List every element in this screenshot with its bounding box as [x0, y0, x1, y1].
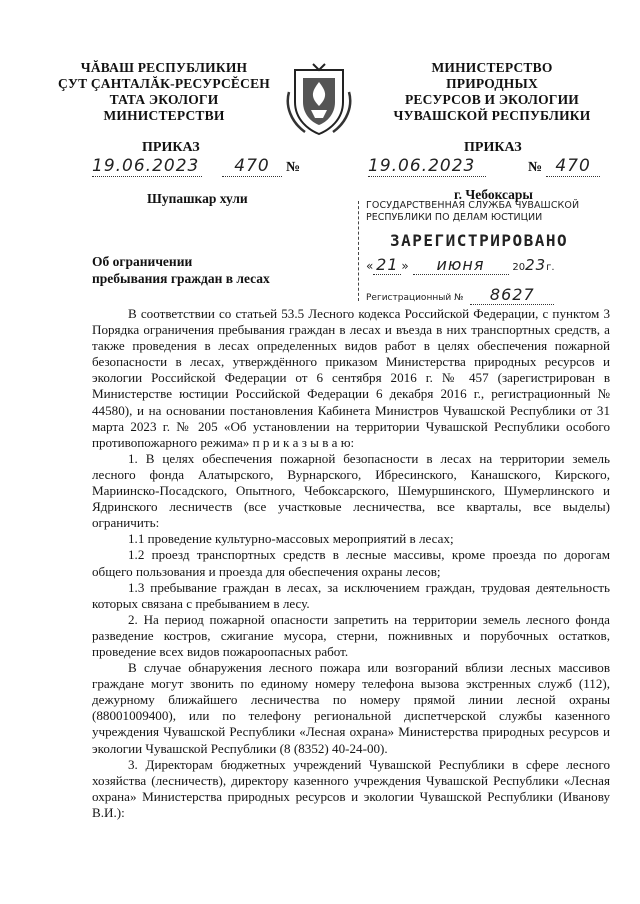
paragraph-item-1-1: 1.1 проведение культурно-массовых мероприятий в лесах;	[128, 531, 454, 547]
coat-of-arms-icon	[283, 62, 355, 138]
stamp-year-prefix: 20	[512, 262, 526, 273]
stamp-reg-row	[366, 285, 554, 305]
subject-line: пребывания граждан в лесах	[92, 271, 270, 286]
number-sign-right: №	[528, 160, 543, 175]
order-date-right: 19.06.2023	[368, 156, 486, 177]
city-right: г. Чебоксары	[454, 187, 533, 202]
subject-line: Об ограничении	[92, 254, 193, 269]
paragraph-item-1-3: 1.3 пребывание граждан в лесах, за исключением граждан, трудовая деятельность которых связана с пребыванием в лесу.	[92, 579, 610, 611]
header-left	[44, 60, 284, 124]
city-left: Шупашкар хули	[147, 191, 248, 206]
paragraph-item-2: 2. На период пожарной опасности запретить на территории земель лесного фонда разведение костров, сжигание мусора, стерни, пожнивных и порубочных остатков, проведение всех видов пожароопасных работ.	[92, 611, 610, 659]
stamp-line-1: ГОСУДАРСТВЕННАЯ СЛУЖБА ЧУВАШСКОЙ	[366, 200, 580, 211]
stamp-year-suffix: 23	[525, 256, 547, 274]
header-left-line: ÇУТ ÇАНТАЛĂК-РЕСУРСĔСЕН	[58, 76, 270, 91]
stamp-year-unit: г.	[546, 262, 555, 273]
header-left-line: ЧĂВАШ РЕСПУБЛИКИН	[80, 60, 248, 75]
paragraph-fire-reporting: В случае обнаружения лесного пожара или возгораний вблизи лесных массивов граждане могут звонить по единому номеру телефона вызова экстренных служб (112), дежурному ближайшего лесничества по номеру прямой линии лесной охраны (88001009400), или по телефону региональной диспетчерской службы казенного учреждения Чувашской Республики «Лесная охрана» Министерства природных ресурсов и экологии Чувашской Республики (8 (8352) 40-24-00).	[92, 660, 610, 756]
stamp-line-2: РЕСПУБЛИКИ ПО ДЕЛАМ ЮСТИЦИИ	[366, 212, 543, 223]
order-date-number-left	[92, 156, 312, 177]
header-left-line: МИНИСТЕРСТВИ	[103, 108, 225, 123]
order-title-left: ПРИКАЗ	[142, 140, 200, 155]
header-right-line: ЧУВАШСКОЙ РЕСПУБЛИКИ	[393, 108, 591, 123]
document-body	[92, 306, 610, 821]
number-sign-left: №	[286, 160, 301, 175]
header-left-line: ТАТА ЭКОЛОГИ	[109, 92, 219, 107]
stamp-reg-number: 8627	[470, 285, 554, 305]
subject	[92, 253, 270, 287]
paragraph-item-3: 3. Директорам бюджетных учреждений Чувашской Республики в сфере лесного хозяйства (лесничеств), директору казенного учреждения Чувашской Республики «Лесная охрана» Министерства природных ресурсов и экологии Чувашской Республики (Иванову В.И.):	[92, 756, 610, 820]
header-right-line: ПРИРОДНЫХ	[446, 76, 538, 91]
header-right-line: МИНИСТЕРСТВО	[431, 60, 553, 75]
header-right	[372, 60, 612, 124]
paragraph-preamble: В соответствии со статьей 53.5 Лесного кодекса Российской Федерации, с пунктом 3 Порядка ограничения пребывания граждан в лесах и въезда в них транспортных средств, а также проведения в лесах определенных видов работ в целях обеспечения пожарной безопасности в лесах, утверждённого приказом Министерства природных ресурсов и экологии Российской Федерации от 6 сентября 2016 г. № 457 (зарегистрирован в Министерстве юстиции Российской Федерации 6 декабря 2016 г., регистрационный № 44580), и на основании постановления Кабинета Министров Чувашской Республики от 31 марта 2023 г. № 205 «Об установлении на территории Чувашской Республики особого противопожарного режима» п р и к а з ы в а ю:	[92, 306, 610, 450]
paragraph-item-1: 1. В целях обеспечения пожарной безопасности в лесах на территории земель лесного фонда Алатырского, Вурнарского, Ибресинского, Канашского, Кирского, Мариинско-Посадского, Опытного, Чебоксарского, Шемуршинского, Шумерлинского и Ядринского лесничеств (все участковые лесничества, все кварталы, все выделы) ограничить:	[92, 450, 610, 531]
stamp-border	[358, 201, 359, 301]
order-date-left: 19.06.2023	[92, 156, 202, 177]
paragraph-item-1-2: 1.2 проезд транспортных средств в лесные массивы, кроме проезда по дорогам общего пользования и проезда для обеспечения охраны лесов;	[92, 547, 610, 579]
order-number-left: 470	[222, 156, 282, 177]
registration-stamp	[358, 191, 580, 307]
stamp-registered: ЗАРЕГИСТРИРОВАНО	[390, 231, 569, 250]
stamp-month: июня	[413, 255, 509, 275]
order-title-right: ПРИКАЗ	[464, 140, 522, 155]
header-right-line: РЕСУРСОВ И ЭКОЛОГИИ	[404, 92, 580, 107]
order-number-right: 470	[546, 156, 600, 177]
order-date-number-right	[368, 156, 618, 177]
stamp-reg-label: Регистрационный №	[366, 293, 464, 303]
stamp-day: 21	[373, 255, 401, 275]
stamp-date: « 21 » июня 2023г.	[366, 255, 555, 274]
